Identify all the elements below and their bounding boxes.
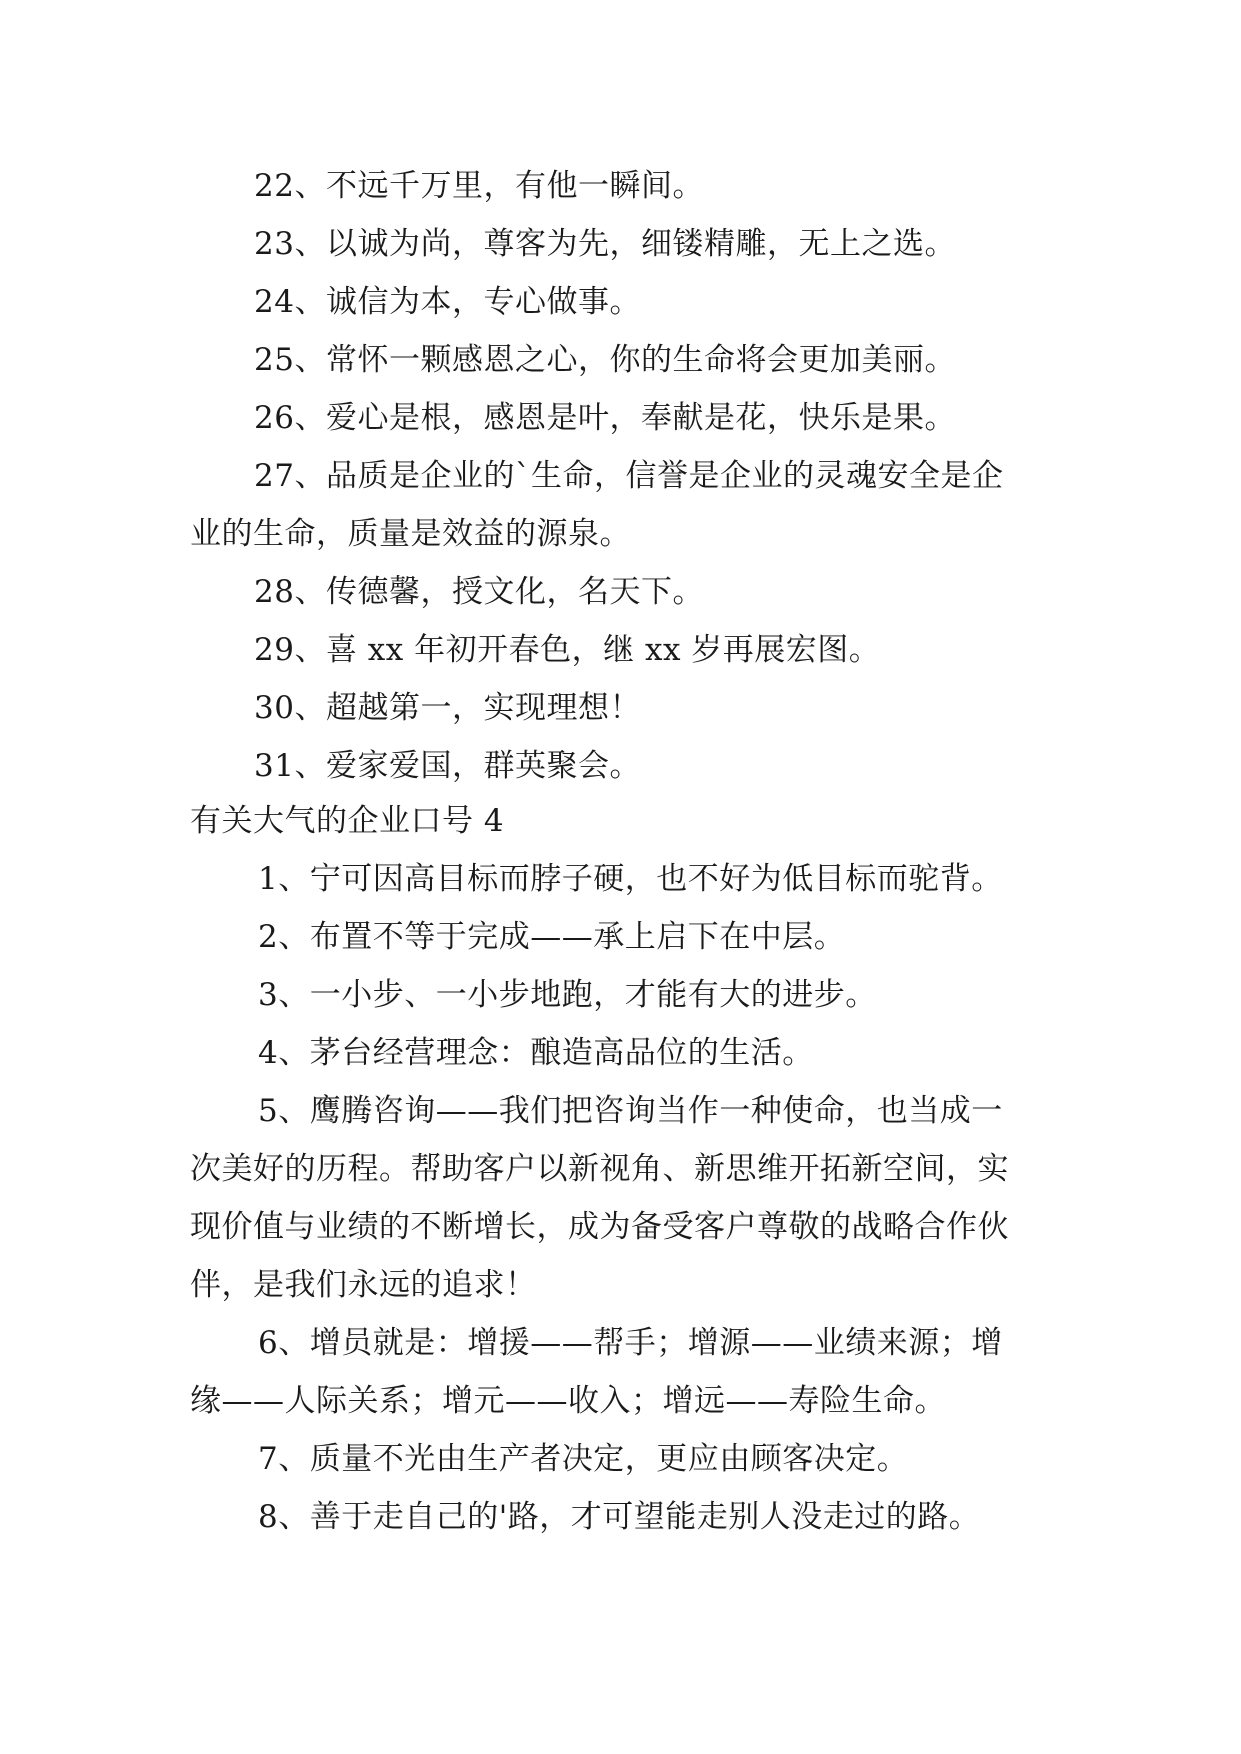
paragraph-3: 3、一小步、一小步地跑，才能有大的进步。 (258, 977, 877, 1013)
paragraph-6-line-2: 缘——人际关系；增元——收入；增远——寿险生命。 (190, 1383, 946, 1419)
paragraph-31: 31、爱家爱国，群英聚会。 (254, 748, 641, 784)
paragraph-23: 23、以诚为尚，尊客为先，细镂精雕，无上之选。 (254, 226, 956, 262)
paragraph-7: 7、质量不光由生产者决定，更应由顾客决定。 (258, 1441, 909, 1477)
paragraph-4: 4、茅台经营理念：酿造高品位的生活。 (258, 1035, 814, 1071)
paragraph-8: 8、善于走自己的'路，才可望能走别人没走过的路。 (258, 1499, 981, 1535)
paragraph-22: 22、不远千万里，有他一瞬间。 (254, 168, 704, 204)
paragraph-28: 28、传德馨，授文化，名天下。 (254, 574, 704, 610)
paragraph-27-line-2: 业的生命，质量是效益的源泉。 (190, 516, 631, 552)
paragraph-5-line-2: 次美好的历程。帮助客户以新视角、新思维开拓新空间，实 (190, 1151, 1009, 1187)
paragraph-26: 26、爱心是根，感恩是叶，奉献是花，快乐是果。 (254, 400, 956, 436)
paragraph-5-line-1: 5、鹰腾咨询——我们把咨询当作一种使命，也当成一 (258, 1093, 1003, 1129)
paragraph-2: 2、布置不等于完成——承上启下在中层。 (258, 919, 846, 955)
paragraph-29: 29、喜 xx 年初开春色，继 xx 岁再展宏图。 (254, 632, 881, 668)
section-heading: 有关大气的企业口号 4 (190, 803, 505, 839)
paragraph-6-line-1: 6、增员就是：增援——帮手；增源——业绩来源；增 (258, 1325, 1003, 1361)
paragraph-5-line-3: 现价值与业绩的不断增长，成为备受客户尊敬的战略合作伙 (190, 1209, 1009, 1245)
paragraph-27-line-1: 27、品质是企业的`生命，信誉是企业的灵魂安全是企 (254, 458, 1004, 494)
paragraph-5-line-4: 伴，是我们永远的追求！ (190, 1267, 537, 1303)
paragraph-24: 24、诚信为本，专心做事。 (254, 284, 641, 320)
paragraph-1: 1、宁可因高目标而脖子硬，也不好为低目标而驼背。 (258, 861, 1003, 897)
paragraph-25: 25、常怀一颗感恩之心，你的生命将会更加美丽。 (254, 342, 956, 378)
paragraph-30: 30、超越第一，实现理想！ (254, 690, 641, 726)
